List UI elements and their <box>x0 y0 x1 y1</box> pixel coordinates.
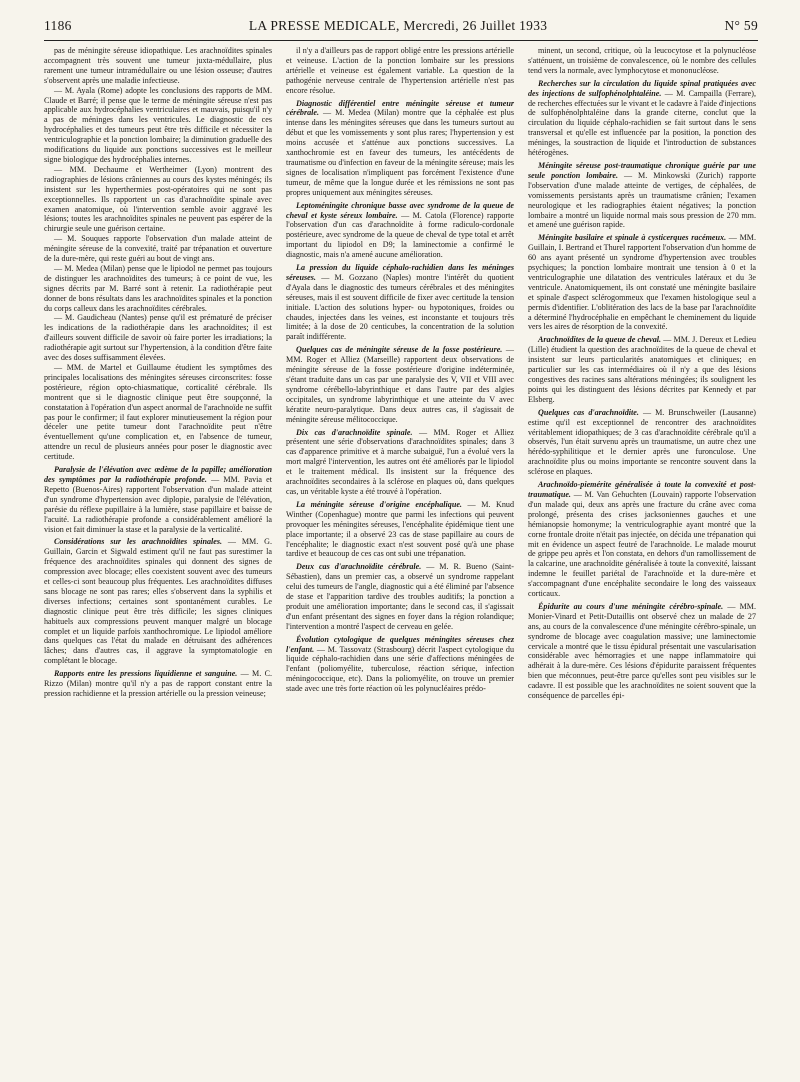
paragraph <box>528 408 756 477</box>
paragraph <box>286 428 514 497</box>
paragraph-body: — MM. Monier-Vinard et Petit-Dutaillis ont observé chez un malade de 27 ans, au cours de la convalescence d'une méningite cérébro-spinale, un syndrome de blocage avec coagulation massive; une laminectomie cervicale a montré que le tissu épidural présentait une vascularisation considérable avec hémorragies et une nappe inflammatoire qui adhérait à la dure-mère. Ces lésions d'épidurite paraissent fréquentes bien que méconnues, peut-être parce qu'elles sont peu visibles sur le cadavre. Il est possible que les arachnoïdites ne soient souvent que la conséquence de parcelles épi- <box>528 601 756 701</box>
paragraph <box>286 500 514 559</box>
section-title: Paralysie de l'élévation avec œdème de la papille; amélioration des symptômes par la radiothérapie profonde. <box>44 465 272 484</box>
paragraph <box>286 46 514 96</box>
paragraph <box>528 480 756 599</box>
paragraph-body: — M. C. Rizzo (Milan) montre qu'il n'y a pas de rapport constant entre la pression rachidienne et la pression artérielle ou la pression veineuse; <box>44 669 272 698</box>
paragraph <box>44 313 272 363</box>
section-title: Épidurite au cours d'une méningite cérébro-spinale. <box>538 601 728 611</box>
paragraph-body: — M. Gaudicheau (Nantes) pense qu'il est prématuré de préciser les indications de la radiothérapie dans les arachnoïdites; il est d'ailleurs souvent difficile de savoir où faire porter les irradiations; la radiothérapie agit surtout sur l'hypertension, à la condition d'être faite avec des doses suffisamment élevées. <box>44 313 272 363</box>
paragraph <box>44 46 272 86</box>
paragraph <box>44 363 272 462</box>
column-2 <box>286 46 514 701</box>
paragraph-body: — M. Minkowski (Zurich) rapporte l'observation d'une malade atteinte de vertiges, de céphalées, de vomissements persistants après un traumatisme crânien; l'examen neurologique et les radiographies étaient négatives; la ponction lombaire a montré un liquide normal mais sous pression de 270 mm. et amené une guérison rapide. <box>528 170 757 230</box>
paragraph-body: — M. Brunschweiler (Lausanne) estime qu'il est exceptionnel de rencontrer des arachnoïdites véritablement idiopathiques; de 3 cas d'arachnoïdite cérébrale qu'il a observés, l'un était survenu après un traumatisme, un autre chez une hérédo-syphilitique et le dernier après une furonculose. Une arachnoïdite plus ou moins importante se rencontre souvent dans la sclérose en plaques. <box>528 407 756 477</box>
section-title: Évolution cytologique de quelques méningites séreuses chez l'enfant. <box>286 634 514 654</box>
section-title: Recherches sur la circulation du liquide spinal pratiquées avec des injections de sulfophénolphtaléine. <box>528 78 756 98</box>
paragraph <box>44 86 272 165</box>
section-title: Rapports entre les pressions liquidienne et sanguine. <box>54 669 241 679</box>
paragraph-body: — MM. Guillain, I. Bertrand et Thurel rapportent l'observation d'un homme de 60 ans ayant présenté un syndrome d'hypertension avec troubles psychiques; la ponction lombaire montrait une tension à 0 et la ventriculographie une dilatation des ventricules latéraux et du 3e ventricule. Anatomiquement, ils ont constaté une méningite basilaire et spinale d'aspect sclérogommeux que l'examen histologique seul a permis d'identifier. L'oblitération des lacs de la base par l'arachnoïdite a déterminé l'hydrocéphalie en empêchant le cheminement du liquide vers les aires de résorption de la convexité. <box>528 233 756 332</box>
paragraph <box>528 602 756 701</box>
section-title: Diagnostic différentiel entre méningite séreuse et tumeur cérébrale. <box>286 98 514 118</box>
page-number: 1186 <box>44 18 72 33</box>
section-title: Arachnoïdo-piemérite généralisée à toute la convexité et post-traumatique. <box>528 480 756 499</box>
paragraph-body: — MM. Pavia et Repetto (Buenos-Aires) rapportent l'observation d'un malade atteint d'un syndrome d'hypertension avec diplopie, paralysie de l'élévation, parésie du réflexe pupillaire à la lumière, stase papillaire et baisse de l'acuité. La radiothérapie profonde a considérablement amélioré la vision et fait diminuer la stase et la paralysie de la verticalité. <box>44 474 272 534</box>
section-title: Considérations sur les arachnoïdites spinales. <box>54 537 228 547</box>
paragraph-body: — M. Campailla (Ferrare), de recherches effectuées sur le vivant et le cadavre à l'aide d'injections de sulfophénolphtaléine dans la grande citerne, conclut que la circulation du liquide céphalo-rachidien se fait surtout dans le sens transversal et qu'elle est influencée par la position, la ponction des méninges, la soustraction de liquide et l'introduction de substances hétérogènes. <box>528 88 756 158</box>
paragraph <box>286 263 514 342</box>
paragraph <box>528 233 756 332</box>
paragraph-body: — MM. Dechaume et Wertheimer (Lyon) montrent des radiographies de lésions crâniennes au cours des kystes méningés; ils insistent sur les hyperthermies post-opératoires qui ne sont pas exceptionnelles. Ils rapportent un cas d'arachnoïdite spinale avec examen anatomique, où l'intervention semble avoir aggravé les lésions; toutes les arachnoïdites spinales ne peuvent pas espérer de la chirurgie seule une guérison certaine. <box>44 164 272 234</box>
paragraph-body: — M. Ayala (Rome) adopte les conclusions des rapports de MM. Claude et Barré; il pense que le terme de méningite séreuse n'est pas applicable aux hydrocéphalies ventriculaires et mauvais, puisqu'il n'y a pas de méninges dans les ventricules. Le diagnostic de ces hydrocéphalies et des tumeurs peut être très difficile et nécessiter la ventriculographie et la ponction lombaire; la diminution graduelle des modifications du liquide aux ponctions successives est le meilleur signe biologique des hydrocéphalies internes. <box>44 85 272 164</box>
paragraph-body: — M. Knud Winther (Copenhague) montre que parmi les infections qui peuvent provoquer les méningites séreuses, l'encéphalite épidémique tient une place importante; il a observé 23 cas de stase papillaire au cours de l'encéphalite; le diagnostic exact n'est souvent posé qu'à une phase tardive et beaucoup de ces cas ont subi une trépanation. <box>286 499 514 559</box>
paragraph-body: — MM. G. Guillain, Garcin et Sigwald estiment qu'il ne faut pas surestimer la fréquence des arachnoïdites spinales qui donnent des signes de compression avec blocage; elles coexistent souvent avec des tumeurs et celles-ci sont beaucoup plus fréquentes. Les arachnoïdites diffuses sans blocage ne sont pas rares; elles s'observent dans la syphilis et diverses infections; certaines sont spontanément curables. Le diagnostic clinique peut être très difficile; les signes cliniques habituels aux compressions peuvent manquer malgré un blocage complet et un liquide parfois xanthochromique. Le lipiodol améliore dans quelques cas l'état du malade en détruisant des adhérences lâches; dans d'autres cas, il aggrave la symptomatologie en complétant le blocage. <box>44 537 272 666</box>
section-title: Quelques cas d'arachnoïdite. <box>538 407 643 417</box>
paragraph-body: — M. R. Bueno (Saint-Sébastien), dans un premier cas, a observé un syndrome rappelant celui des tumeurs de l'angle, diagnostic qui a été éliminé par l'absence de stase et l'apparition tardive des troubles auditifs; la ponction a produit une amélioration importante; dans le second cas, il s'agissait d'un enfant présentant des signes en foyer dans la région rolandique; l'intervention a montré l'aspect de cerveau en gelée. <box>286 562 514 631</box>
paragraph-body: il n'y a d'ailleurs pas de rapport obligé entre les pressions artérielle et veineuse. L'action de la ponction lombaire sur les pressions artérielle et veineuse est également variable. La question de la pathogénie nerveuse centrale de l'hypertension artérielle n'est pas encore résolue. <box>286 46 514 95</box>
section-title: La pression du liquide céphalo-rachidien dans les méninges séreuses. <box>286 263 514 282</box>
paragraph <box>44 165 272 234</box>
paragraph <box>44 465 272 534</box>
paragraph <box>286 345 514 424</box>
paragraph-body: — MM. Roger et Alliez présentent une série d'observations d'arachnoïdites spinales; dans 3 cas d'apparence primitive et à marche subaiguë, l'un a évolué vers la mort malgré l'intervention, les autres ont été améliorés par le lipiodol et le traitement médical. Ils insistent sur la fréquence des arachnoïdites secondaires à la sclérose en plaques où, dans quelques cas, un véritable kyste a été trouvé à l'opération. <box>286 427 514 496</box>
section-title: Méningite basilaire et spinale à cysticerques racémeux. <box>538 233 729 243</box>
paragraph-body: minent, un second, critique, où la leucocytose et la polynucléose s'atténuent, un troisième de convalescence, où le nombre des cellules tend vers la normale, avec lymphocytose et mononucléose. <box>528 46 756 75</box>
section-title: Arachnoïdites de la queue de cheval. <box>538 335 664 345</box>
paragraph-body: — M. Medea (Milan) montre que la céphalée est plus intense dans les méningites séreuses que dans les tumeurs surtout au début et que les vomissements y sont plus rares; l'hypertension y est moins accusée et s'atténue aux ponctions successives. La xanthochromie est en faveur des tumeurs, les antécédents de traumatisme ou d'infection en faveur de la méningite séreuse; mais les signes de localisation n'impliquent pas forcément l'existence d'une tumeur, de même que la longue durée et les rémissions ne sont pas propres uniquement aux méningites séreuses. <box>286 108 515 197</box>
column-3 <box>528 46 756 701</box>
paragraph <box>286 635 514 694</box>
paragraph-body: — M. Medea (Milan) pense que le lipiodol ne permet pas toujours de distinguer les arachnoïdites des tumeurs; à ce point de vue, les signes décrits par M. Barré sont à retenir. La radiothérapie peut donner de bons résultats dans les arachnoïdites spinales et la ponction du corps calleux dans les arachnoïdites cérébrales. <box>44 263 272 313</box>
paragraph <box>44 669 272 699</box>
section-title: Quelques cas de méningite séreuse de la fosse postérieure. <box>296 345 506 355</box>
paragraph-body: — M. Tassovatz (Strasbourg) décrit l'aspect cytologique du liquide céphalo-rachidien dans une série d'affections méningées de l'enfant (poliomyélite, tuberculose, réaction sérique, infection méningococcique, etc). Dans la poliomyélite, on trouve un premier stade avec une très forte réaction où les polynucléaires prédo- <box>286 644 514 694</box>
section-title: La méningite séreuse d'origine encéphalique. <box>296 499 468 509</box>
paragraph <box>44 234 272 264</box>
paragraph-body: — M. Catola (Florence) rapporte l'observation d'un cas d'arachnoïdite à forme radiculo-cordonale postérieure, avec syndrome de la queue de cheval de type total et arrêt important du lipiodol en D9; la laminectomie a confirmé le diagnostic, mais n'a amené aucune amélioration. <box>286 210 514 260</box>
section-title: Leptoméningite chronique basse avec syndrome de la queue de cheval et kyste séreux lombaire. <box>286 200 514 220</box>
header-rule <box>44 40 758 41</box>
paragraph-body: — MM. de Martel et Guillaume étudient les symptômes des principales localisations des méningites séreuses circonscrites: fosse postérieure, région opto-chiasmatique, corticalité cérébrale. Ils montrent que si le diagnostic clinique peut être soupçonné, la constatation à l'opération d'un aspect anormal de l'arachnoïde ne suffit pas pour le confirmer; il faut explorer minutieusement la région pour déceler une petite tumeur dont l'arachnoïdite peut n'être éventuellement qu'une complication et, en l'absence de tumeur, attendre un recul de plusieurs années pour poser le diagnostic avec certitude. <box>44 363 272 462</box>
article-columns <box>44 46 758 701</box>
paragraph <box>286 201 514 260</box>
paragraph-body: pas de méningite séreuse idiopathique. Les arachnoïdites spinales accompagnent très souvent une tumeur juxta-médullaire, plus rarement une tumeur intramédullaire ou une lésion osseuse; d'autres s'observent après une maladie infectieuse. <box>44 46 272 85</box>
paragraph <box>286 562 514 631</box>
issue-number: N° 59 <box>724 18 758 33</box>
paragraph-body: — MM. J. Dereux et Ledieu (Lille) étudient la question des arachnoïdites de la queue de cheval et insistent sur leurs particularités anatomiques et cliniques; en particulier sur les cas intermédiaires où il n'y a que des lésions congestives des racines sans altérations méningées; ils soulignent les points qui les distinguent des lésions décrites par Kennedy et par Elsberg. <box>528 335 756 404</box>
paragraph <box>44 264 272 314</box>
section-title: Méningite séreuse post-traumatique chronique guérie par une seule ponction lombaire. <box>528 160 756 180</box>
paragraph <box>528 161 756 230</box>
paragraph-body: — M. Gozzano (Naples) montre l'intérêt du quotient d'Ayala dans le diagnostic des tumeurs cérébrales et des méningites séreuses, mais il est souvent difficile de fixer avec certitude la tension initiale. L'action des solutions hyper- ou hypotoniques, froides ou chaudes, injectées dans les veines, est inconstante et toujours très limitée; à la dose de 20 centicubes, la concentration de la solution paraît indifférente. <box>286 272 514 342</box>
section-title: Dix cas d'arachnoïdite spinale. <box>296 427 419 437</box>
paragraph-body: — M. Souques rapporte l'observation d'un malade atteint de méningite séreuse de la convexité, traité par trépanation et ouverture de la dure-mère, qui reste guéri au bout de vingt ans. <box>44 234 272 264</box>
paragraph <box>286 99 514 198</box>
paragraph <box>528 46 756 76</box>
paragraph-body: — M. Van Gehuchten (Louvain) rapporte l'observation d'un malade qui, deux ans après une fracture du crâne avec coma prolongé, présenta des crises jacksoniennes gauches et une hémianopsie homonyme; la ventriculographie ayant montré que la corne frontale droite n'était pas injectée, on décida une trépanation qui mit en évidence un aspect feutré de l'arachnoïde. Le malade mourut de grippe peu après et l'on constata, en dehors d'un ramollissement de la calcarine, une arachnoïdite généralisée à toute la convexité, laissant indemne le feuillet pariétal de l'arachnoïde et la dure-mère et s'accompagnant d'une encéphalite secondaire le long des vaisseaux corticaux. <box>528 489 756 599</box>
column-1 <box>44 46 272 701</box>
page-header <box>44 18 758 38</box>
paragraph <box>528 79 756 158</box>
paragraph <box>528 335 756 404</box>
paragraph-body: — MM. Roger et Alliez (Marseille) rapportent deux observations de méningite séreuse de la fosse postérieure d'origine indéterminée, s'étant traduite dans un cas par une paralysie des V, VII et VIII avec syndrome cérébello-labyrinthique et dans l'autre par des algies occipitales, un syndrome labyrinthique et une atteinte du V avec kératite neuro-paralytique. Dans deux autres cas, il s'agissait de méningite séreuse mélitococcique. <box>286 345 514 424</box>
section-title: Deux cas d'arachnoïdite cérébrale. <box>296 562 427 572</box>
paragraph <box>44 537 272 666</box>
journal-title: LA PRESSE MEDICALE, Mercredi, 26 Juillet 1933 <box>248 18 548 33</box>
